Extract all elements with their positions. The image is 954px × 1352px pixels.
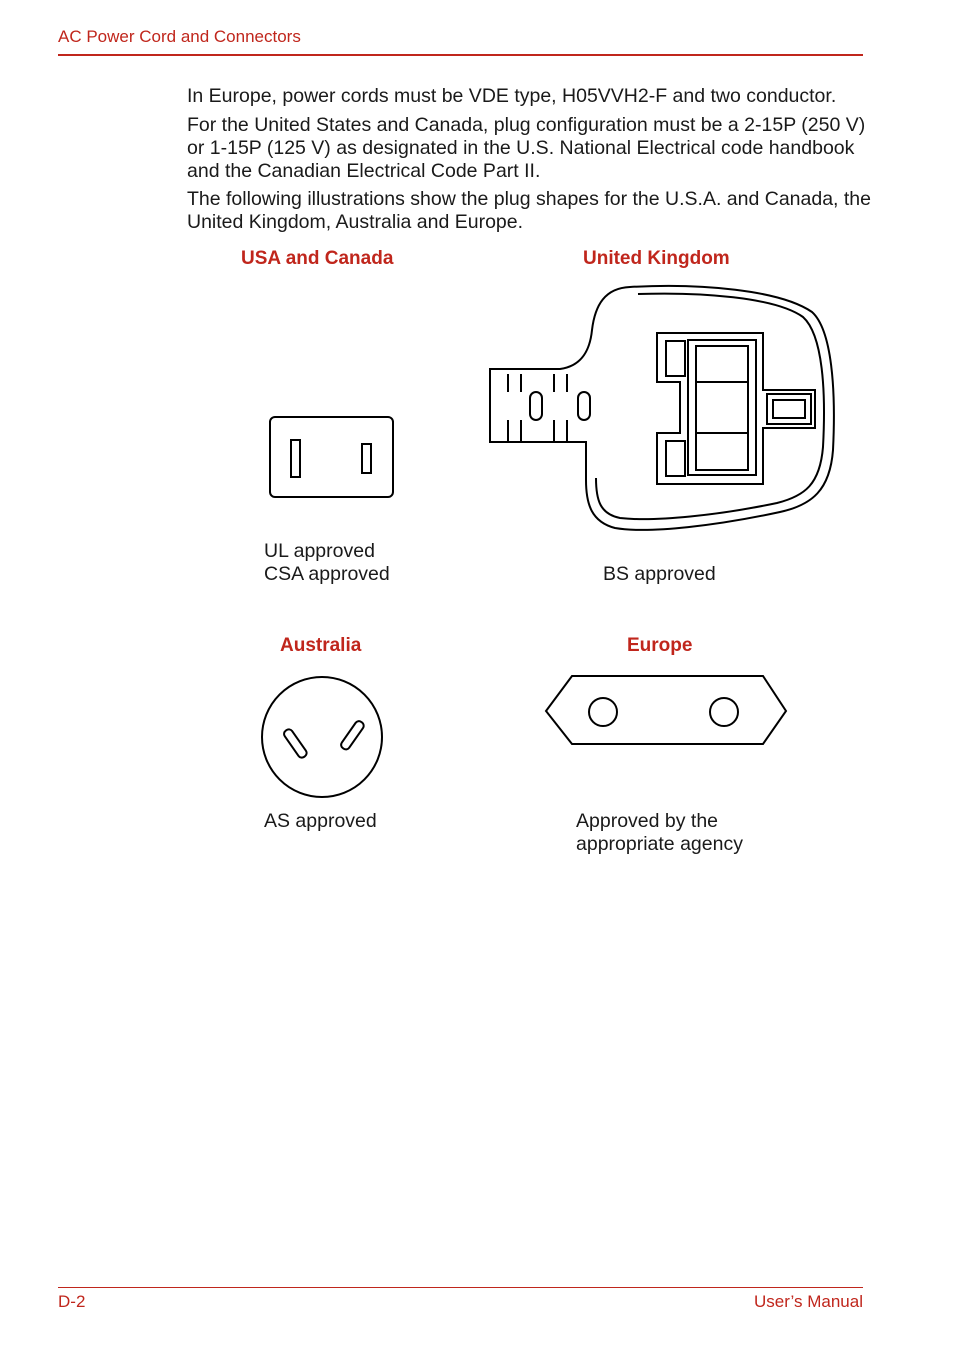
uk-cable-grip-ridges	[508, 374, 590, 442]
running-header: AC Power Cord and Connectors	[58, 27, 301, 46]
europe-approval-line1: Approved by the	[576, 810, 719, 832]
header-rule	[58, 54, 863, 56]
usa-approval-ul: UL approved	[264, 540, 375, 562]
uk-approval: BS approved	[603, 563, 716, 585]
australia-approval: AS approved	[264, 810, 377, 832]
paragraph-europe-cords: In Europe, power cords must be VDE type, H05VVH2-F and two conductor.	[187, 85, 837, 107]
europe-approval-line2: appropriate agency	[576, 833, 743, 855]
usa-approval-csa: CSA approved	[264, 563, 390, 585]
australia-plug-face	[262, 677, 382, 797]
page-number: D-2	[58, 1292, 86, 1311]
manual-title: User’s Manual	[754, 1292, 863, 1311]
footer-rule	[58, 1287, 863, 1288]
europe-plug-face	[546, 676, 786, 744]
uk-plug-body	[490, 286, 834, 530]
uk-plug-face-detail	[657, 333, 815, 484]
heading-usa-canada: USA and Canada	[241, 248, 394, 269]
heading-united-kingdom: United Kingdom	[583, 248, 730, 269]
usa-plug-face	[270, 417, 393, 497]
heading-australia: Australia	[280, 635, 362, 656]
paragraph-illustrations-intro: The following illustrations show the plug shapes for the U.S.A. and Canada, the United Kingdom, Australia and Europe.	[187, 188, 871, 233]
heading-europe: Europe	[627, 635, 693, 656]
paragraph-usa-canada-config: For the United States and Canada, plug configuration must be a 2-15P (250 V) or 1-15P (125 V) as designated in the U.S. National Electrical code handbook and the Canadian Electrical Code Part II.	[187, 114, 866, 182]
